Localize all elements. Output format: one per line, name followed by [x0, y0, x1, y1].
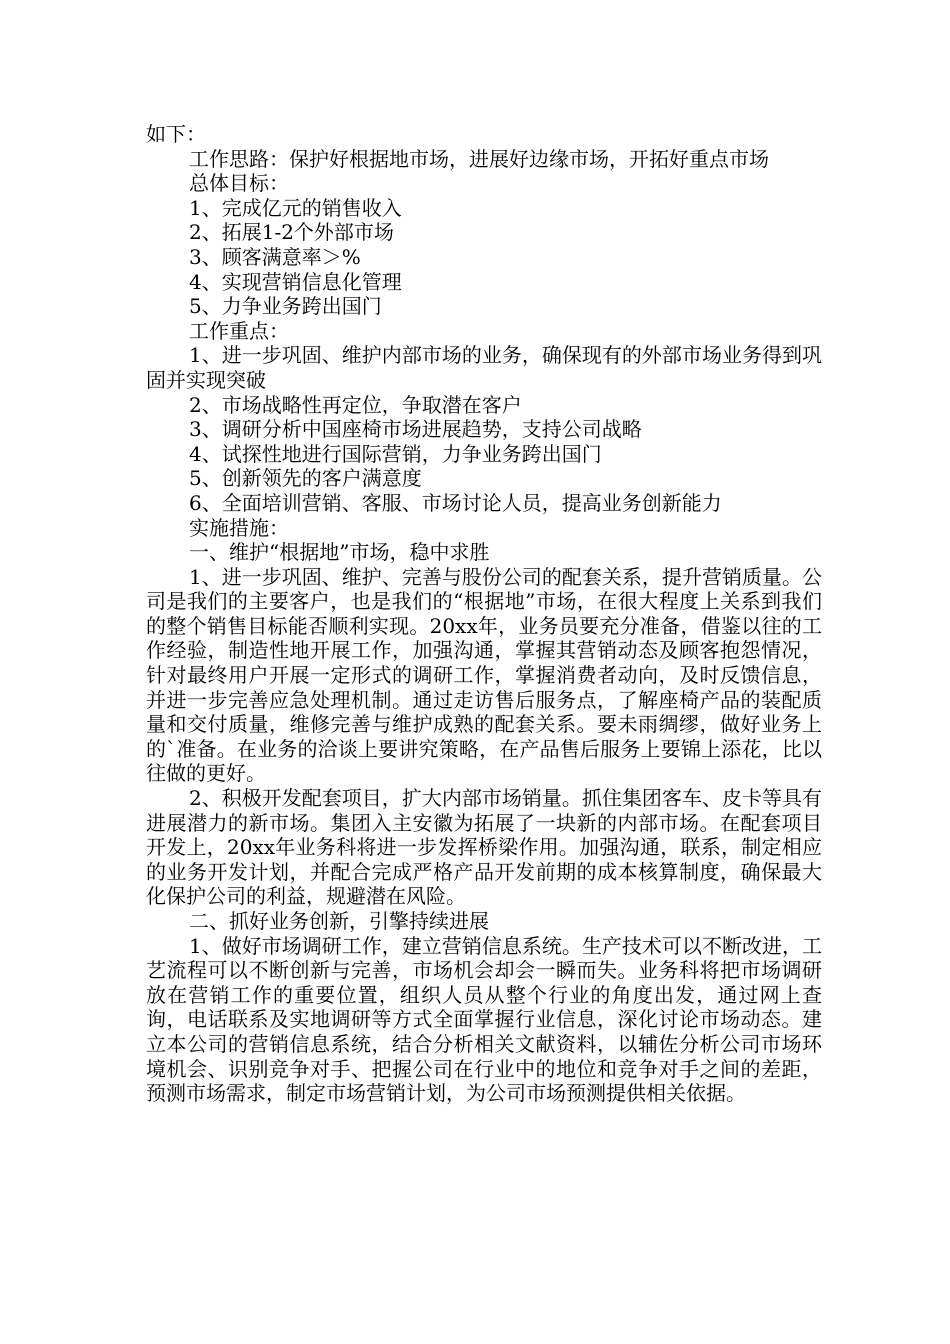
document-body	[146, 122, 822, 1106]
heading-work-focus: 工作重点：	[189, 318, 289, 343]
section-heading-2: 二、抓好业务创新，引擎持续进展	[189, 909, 489, 933]
heading-measures: 实施措施：	[189, 515, 289, 540]
goal-item-2: 2、拓展1-2个外部市场	[189, 220, 394, 245]
section-heading-1: 一、维护“根据地”市场，稳中求胜	[189, 540, 490, 565]
measure-paragraph-1-1: 1、进一步巩固、维护、完善与股份公司的配套关系，提升营销质量。公司是我们的主要客户，也是我们的“根据地”市场，在很大程度上关系到我们的整个销售目标能否顺利实现。20xx年，业务员要充分准备，借鉴以往的工作经验，制造性地开展工作，加强沟通，掌握其营销动态及顾客抱怨情况，针对最终用户开展一定形式的调研工作，掌握消费者动向，及时反馈信息，并进一步完善应急处理机制。通过走访售后服务点，了解座椅产品的装配质量和交付质量，维修完善与维护成熟的配套关系。要未雨绸缪，做好业务上的`准备。在业务的洽谈上要讲究策略，在产品售后服务上要锦上添花，比以往做的更好。	[146, 564, 822, 786]
focus-item-2: 2、市场战略性再定位，争取潜在客户	[189, 392, 522, 417]
focus-item-4: 4、试探性地进行国际营销，力争业务跨出国门	[189, 441, 602, 466]
focus-item-6: 6、全面培训营销、客服、市场讨论人员，提高业务创新能力	[189, 490, 722, 515]
goal-item-4: 4、实现营销信息化管理	[189, 269, 402, 294]
measure-paragraph-2-1: 1、做好市场调研工作，建立营销信息系统。生产技术可以不断改进，工艺流程可以不断创新与完善，市场机会却会一瞬而失。业务科将把市场调研放在营销工作的重要位置，组织人员从整个行业的角度出发，通过网上查询，电话联系及实地调研等方式全面掌握行业信息，深化讨论市场动态。建立本公司的营销信息系统，结合分析相关文献资料，以辅佐分析公司市场环境机会、识别竞争对手、把握公司在行业中的地位和竞争对手之间的差距，预测市场需求，制定市场营销计划，为公司市场预测提供相关依据。	[146, 933, 822, 1106]
heading-overall-goals: 总体目标：	[189, 171, 289, 196]
focus-item-3: 3、调研分析中国座椅市场进展趋势，支持公司战略	[189, 417, 642, 442]
focus-item-1: 1、进一步巩固、维护内部市场的业务，确保现有的外部市场业务得到巩固并实现突破	[146, 343, 822, 392]
goal-item-3: 3、顾客满意率＞%	[189, 244, 361, 269]
focus-item-5: 5、创新领先的客户满意度	[189, 466, 422, 491]
paragraph-intro: 如下：	[146, 122, 206, 146]
paragraph-work-approach: 工作思路：保护好根据地市场，进展好边缘市场，开拓好重点市场	[189, 146, 769, 171]
goal-item-1: 1、完成亿元的销售收入	[189, 195, 402, 220]
goal-item-5: 5、力争业务跨出国门	[189, 294, 382, 319]
measure-paragraph-1-2: 2、积极开发配套项目，扩大内部市场销量。抓住集团客车、皮卡等具有进展潜力的新市场。集团入主安徽为拓展了一块新的内部市场。在配套项目开发上，20xx年业务科将进一步发挥桥梁作用。加强沟通，联系，制定相应的业务开发计划，并配合完成严格产品开发前期的成本核算制度，确保最大化保护公司的利益，规避潜在风险。	[146, 786, 822, 909]
